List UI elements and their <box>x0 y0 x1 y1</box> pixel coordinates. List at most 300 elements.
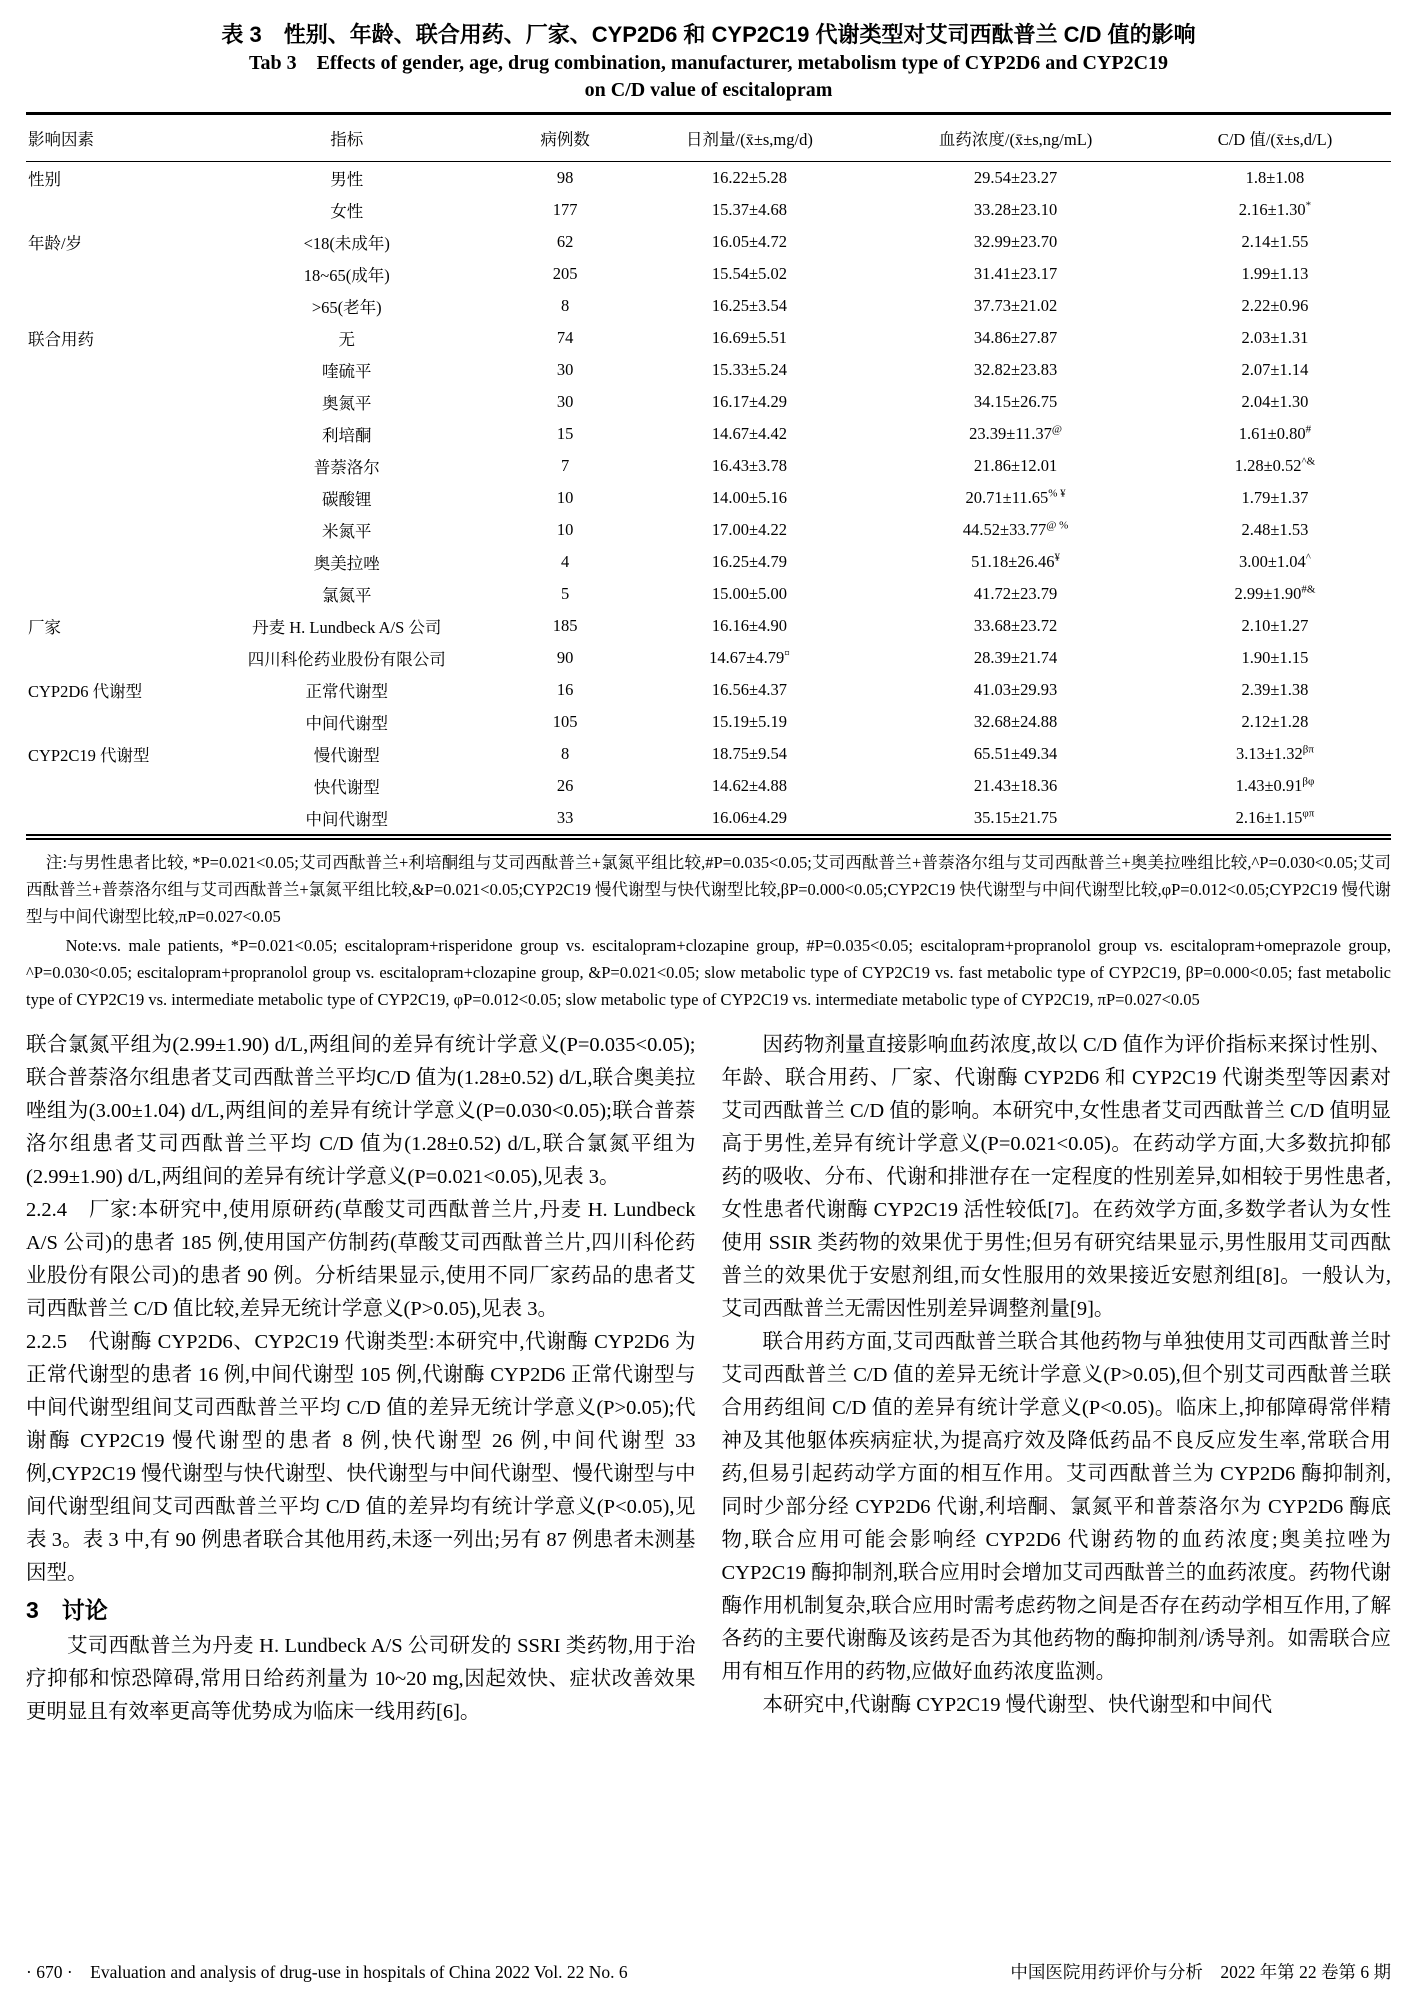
cases-cell-value: 7 <box>561 456 570 475</box>
factor-cell <box>26 642 190 674</box>
indicator-cell-value: 无 <box>338 330 356 349</box>
cd-value-cell-value: 1.79±1.37 <box>1241 488 1309 507</box>
daily-dose-cell-value: 16.22±5.28 <box>711 168 787 187</box>
cd-value-cell <box>1159 706 1391 738</box>
cases-cell-value: 10 <box>556 520 574 539</box>
factor-cell-value: CYP2C19 代谢型 <box>28 746 150 765</box>
blood-concentration-cell <box>872 674 1159 706</box>
table-title-zh: 表 3 性别、年龄、联合用药、厂家、CYP2D6 和 CYP2C19 代谢类型对艾司西酞普兰 C/D 值的影响 <box>221 22 1196 47</box>
cd-value-cell <box>1159 802 1391 837</box>
cd-value-cell-value: 1.61±0.80 <box>1238 424 1306 443</box>
factor-cell <box>26 674 190 706</box>
indicator-cell <box>190 514 504 546</box>
indicator-cell <box>190 610 504 642</box>
daily-dose-cell <box>627 738 873 770</box>
footer-journal-en: · 670 · Evaluation and analysis of drug-use in hospitals of China 2022 Vol. 22 No. 6 <box>26 1962 628 1982</box>
factor-cell <box>26 226 190 258</box>
daily-dose-cell-value: 16.17±4.29 <box>711 392 787 411</box>
table-body <box>26 162 1391 838</box>
indicator-cell-value: 丹麦 H. Lundbeck A/S 公司 <box>252 618 442 637</box>
cases-cell <box>504 610 627 642</box>
significance-marker: # <box>1305 423 1312 436</box>
column-header: 影响因素 <box>28 130 94 149</box>
cd-value-cell-value: 2.16±1.15 <box>1235 808 1303 827</box>
indicator-cell-value: 奥氮平 <box>322 394 372 413</box>
blood-concentration-cell <box>872 738 1159 770</box>
table-row <box>26 386 1391 418</box>
factor-cell <box>26 770 190 802</box>
indicator-cell-value: 18~65(成年) <box>303 266 390 285</box>
cd-value-cell-value: 2.48±1.53 <box>1241 520 1309 539</box>
page-footer <box>26 1959 1391 1984</box>
daily-dose-cell-value: 16.25±4.79 <box>711 552 787 571</box>
indicator-cell <box>190 386 504 418</box>
cases-cell <box>504 386 627 418</box>
blood-concentration-cell <box>872 322 1159 354</box>
blood-concentration-cell-value: 41.03±29.93 <box>973 680 1058 699</box>
table-title-en-line2: on C/D value of escitalopram <box>584 79 833 101</box>
indicator-cell-value: 男性 <box>330 170 364 189</box>
cd-value-cell-value: 2.22±0.96 <box>1241 296 1309 315</box>
blood-concentration-cell <box>872 290 1159 322</box>
cases-cell-value: 5 <box>561 584 570 603</box>
blood-concentration-cell-value: 32.82±23.83 <box>973 360 1058 379</box>
daily-dose-cell-value: 16.69±5.51 <box>711 328 787 347</box>
table-row <box>26 258 1391 290</box>
cd-value-cell-value: 2.16±1.30 <box>1238 200 1306 219</box>
cases-cell <box>504 258 627 290</box>
cd-value-cell-value: 2.39±1.38 <box>1241 680 1309 699</box>
indicator-cell-value: 快代谢型 <box>313 778 380 797</box>
indicator-cell <box>190 162 504 195</box>
factor-cell-value: CYP2D6 代谢型 <box>28 682 143 701</box>
cases-cell <box>504 674 627 706</box>
blood-concentration-cell-value: 34.86±27.87 <box>973 328 1058 347</box>
daily-dose-cell-value: 18.75±9.54 <box>711 744 787 763</box>
cases-cell-value: 62 <box>556 232 574 251</box>
cd-value-cell <box>1159 386 1391 418</box>
significance-marker: ^ <box>1305 551 1311 564</box>
factor-cell <box>26 386 190 418</box>
cases-cell-value: 15 <box>556 424 574 443</box>
cd-value-cell-value: 3.13±1.32 <box>1235 744 1303 763</box>
significance-marker: βπ <box>1302 743 1314 756</box>
blood-concentration-cell <box>872 546 1159 578</box>
table-row <box>26 674 1391 706</box>
factor-cell <box>26 258 190 290</box>
body-columns <box>26 1029 1391 1729</box>
significance-marker: ^& <box>1301 455 1316 468</box>
cases-cell <box>504 642 627 674</box>
daily-dose-cell <box>627 290 873 322</box>
cases-cell-value: 185 <box>552 616 578 635</box>
daily-dose-cell <box>627 546 873 578</box>
cd-value-cell <box>1159 354 1391 386</box>
indicator-cell-value: 米氮平 <box>322 522 372 541</box>
indicator-cell <box>190 450 504 482</box>
factor-cell-value: 厂家 <box>28 618 61 637</box>
cd-value-cell <box>1159 514 1391 546</box>
cases-cell <box>504 322 627 354</box>
cd-value-cell-value: 1.8±1.08 <box>1245 168 1305 187</box>
cases-cell <box>504 418 627 450</box>
factor-cell <box>26 706 190 738</box>
cases-cell <box>504 162 627 195</box>
cases-cell-value: 74 <box>556 328 574 347</box>
cases-cell <box>504 226 627 258</box>
table-notes <box>26 849 1391 1013</box>
body-paragraph: 本研究中,代谢酶 CYP2C19 慢代谢型、快代谢型和中间代 <box>762 1694 1273 1716</box>
column-header: C/D 值/(x̄±s,d/L) <box>1217 130 1333 149</box>
daily-dose-cell <box>627 418 873 450</box>
blood-concentration-cell <box>872 354 1159 386</box>
cases-cell-value: 16 <box>556 680 574 699</box>
indicator-cell-value: 中间代谢型 <box>305 810 389 829</box>
body-paragraph: 艾司西酞普兰为丹麦 H. Lundbeck A/S 公司研发的 SSRI 类药物,用于治疗抑郁和惊恐障碍,常用日给药剂量为 10~20 mg,因起效快、症状改善效果更明显且有效率更高等优势成为临床一线用药[6]。 <box>26 1635 696 1723</box>
cd-value-cell <box>1159 226 1391 258</box>
cd-value-cell <box>1159 578 1391 610</box>
blood-concentration-cell <box>872 514 1159 546</box>
cd-value-cell-value: 1.28±0.52 <box>1234 456 1302 475</box>
daily-dose-cell-value: 14.62±4.88 <box>711 776 787 795</box>
blood-concentration-cell-value: 31.41±23.17 <box>973 264 1058 283</box>
cases-cell-value: 8 <box>561 744 570 763</box>
table-row <box>26 290 1391 322</box>
cd-value-cell <box>1159 642 1391 674</box>
cd-value-cell-value: 3.00±1.04 <box>1238 552 1306 571</box>
cases-cell-value: 105 <box>552 712 578 731</box>
cases-cell-value: 26 <box>556 776 574 795</box>
indicator-cell <box>190 546 504 578</box>
table-row <box>26 226 1391 258</box>
blood-concentration-cell <box>872 162 1159 195</box>
table-row <box>26 578 1391 610</box>
cases-cell <box>504 546 627 578</box>
daily-dose-cell-value: 16.05±4.72 <box>711 232 787 251</box>
table-header-row <box>26 114 1391 162</box>
table-row <box>26 610 1391 642</box>
factor-cell <box>26 290 190 322</box>
cd-value-cell <box>1159 610 1391 642</box>
indicator-cell <box>190 482 504 514</box>
blood-concentration-cell-value: 44.52±33.77 <box>962 520 1047 539</box>
daily-dose-cell-value: 15.33±5.24 <box>711 360 787 379</box>
cd-value-cell <box>1159 162 1391 195</box>
body-paragraph: 2.2.4 厂家:本研究中,使用原研药(草酸艾司西酞普兰片,丹麦 H. Lundbeck A/S 公司)的患者 185 例,使用国产仿制药(草酸艾司西酞普兰片,四川科伦药业股份有限公司)的患者 90 例。分析结果显示,使用不同厂家药品的患者艾司西酞普兰 C/D 值比较,差异无统计学意义(P>0.05),见表 3。 <box>26 1199 696 1320</box>
table-row <box>26 738 1391 770</box>
blood-concentration-cell-value: 41.72±23.79 <box>973 584 1058 603</box>
indicator-cell-value: 正常代谢型 <box>305 682 389 701</box>
cd-value-cell <box>1159 322 1391 354</box>
cd-value-cell <box>1159 290 1391 322</box>
factor-cell <box>26 482 190 514</box>
blood-concentration-cell-value: 20.71±11.65 <box>965 488 1049 507</box>
indicator-cell-value: 碳酸锂 <box>322 490 372 509</box>
table-row <box>26 642 1391 674</box>
significance-marker: @ <box>1051 423 1062 436</box>
indicator-cell <box>190 642 504 674</box>
cd-value-cell-value: 2.12±1.28 <box>1241 712 1309 731</box>
factor-cell <box>26 450 190 482</box>
blood-concentration-cell-value: 32.99±23.70 <box>973 232 1058 251</box>
daily-dose-cell <box>627 194 873 226</box>
factor-cell <box>26 162 190 195</box>
column-right <box>722 1029 1392 1729</box>
daily-dose-cell <box>627 354 873 386</box>
factor-cell <box>26 322 190 354</box>
indicator-cell <box>190 706 504 738</box>
blood-concentration-cell-value: 21.86±12.01 <box>973 456 1058 475</box>
daily-dose-cell-value: 16.16±4.90 <box>711 616 787 635</box>
significance-marker: βφ <box>1302 775 1315 788</box>
daily-dose-cell-value: 14.67±4.79 <box>709 648 785 667</box>
blood-concentration-cell <box>872 482 1159 514</box>
indicator-cell-value: 中间代谢型 <box>305 714 389 733</box>
factor-cell <box>26 194 190 226</box>
cd-value-cell <box>1159 450 1391 482</box>
daily-dose-cell-value: 15.19±5.19 <box>711 712 787 731</box>
cd-value-cell-value: 2.04±1.30 <box>1241 392 1309 411</box>
column-header: 日剂量/(x̄±s,mg/d) <box>686 130 813 149</box>
cases-cell-value: 90 <box>556 648 574 667</box>
daily-dose-cell <box>627 258 873 290</box>
cd-value-cell-value: 2.14±1.55 <box>1241 232 1309 251</box>
blood-concentration-cell <box>872 194 1159 226</box>
cd-value-cell <box>1159 546 1391 578</box>
table-row <box>26 418 1391 450</box>
cd-value-cell <box>1159 194 1391 226</box>
indicator-cell <box>190 322 504 354</box>
daily-dose-cell <box>627 578 873 610</box>
cases-cell <box>504 290 627 322</box>
cases-cell-value: 30 <box>556 392 574 411</box>
indicator-cell-value: 喹硫平 <box>322 362 372 381</box>
table-title-en-line1: Tab 3 Effects of gender, age, drug combination, manufacturer, metabolism type of CYP2D6 and CYP2C19 <box>248 52 1169 74</box>
cd-value-cell-value: 1.99±1.13 <box>1241 264 1309 283</box>
column-header: 血药浓度/(x̄±s,ng/mL) <box>938 130 1093 149</box>
significance-marker: * <box>1305 199 1312 212</box>
blood-concentration-cell <box>872 578 1159 610</box>
indicator-cell <box>190 226 504 258</box>
indicator-cell-value: 氯氮平 <box>322 586 372 605</box>
indicator-cell-value: 奥美拉唑 <box>313 554 380 573</box>
effects-table <box>26 112 1391 840</box>
footer-journal-zh: 中国医院用药评价与分析 2022 年第 22 卷第 6 期 <box>1010 1962 1391 1982</box>
cd-value-cell-value: 2.99±1.90 <box>1234 584 1302 603</box>
daily-dose-cell-value: 14.00±5.16 <box>711 488 787 507</box>
indicator-cell <box>190 770 504 802</box>
significance-marker: ¤ <box>784 647 790 660</box>
cases-cell <box>504 354 627 386</box>
blood-concentration-cell-value: 51.18±26.46 <box>971 552 1055 571</box>
factor-cell <box>26 514 190 546</box>
cases-cell <box>504 194 627 226</box>
blood-concentration-cell-value: 29.54±23.27 <box>973 168 1058 187</box>
cd-value-cell <box>1159 482 1391 514</box>
blood-concentration-cell-value: 21.43±18.36 <box>973 776 1058 795</box>
table-row <box>26 706 1391 738</box>
daily-dose-cell-value: 16.25±3.54 <box>711 296 787 315</box>
blood-concentration-cell <box>872 226 1159 258</box>
section-heading: 3 讨论 <box>26 1597 108 1623</box>
cd-value-cell-value: 1.43±0.91 <box>1235 776 1303 795</box>
table-block <box>26 20 1391 1013</box>
table-row <box>26 514 1391 546</box>
daily-dose-cell <box>627 450 873 482</box>
blood-concentration-cell-value: 37.73±21.02 <box>973 296 1058 315</box>
cases-cell-value: 30 <box>556 360 574 379</box>
indicator-cell-value: 普萘洛尔 <box>313 458 380 477</box>
body-paragraph: 联合用药方面,艾司西酞普兰联合其他药物与单独使用艾司西酞普兰时艾司西酞普兰 C/D 值的差异无统计学意义(P>0.05),但个别艾司西酞普兰联合用药组间 C/D 值的差异有统计学意义(P<0.05)。临床上,抑郁障碍常伴精神及其他躯体疾病症状,为提高疗效及降低药品不良反应发生率,常联合用药,但易引起药动学方面的相互作用。艾司西酞普兰为 CYP2D6 酶抑制剂,同时少部分经 CYP2D6 代谢,利培酮、氯氮平和普萘洛尔为 CYP2D6 酶底物,联合应用可能会影响经 CYP2D6 代谢药物的血药浓度;奥美拉唑为 CYP2C19 酶抑制剂,联合应用时会增加艾司西酞普兰的血药浓度。药物代谢酶作用机制复杂,联合应用时需考虑药物之间是否存在药动学相互作用,了解各药的主要代谢酶及该药是否为其他药物的酶抑制剂/诱导剂。如需联合应用有相互作用的药物,应做好血药浓度监测。 <box>721 1331 1391 1683</box>
indicator-cell-value: <18(未成年) <box>303 234 390 253</box>
factor-cell-value: 联合用药 <box>28 330 94 349</box>
table-row <box>26 450 1391 482</box>
cd-value-cell <box>1159 770 1391 802</box>
blood-concentration-cell-value: 23.39±11.37 <box>969 424 1052 443</box>
cases-cell <box>504 802 627 837</box>
daily-dose-cell-value: 16.43±3.78 <box>711 456 787 475</box>
daily-dose-cell-value: 16.56±4.37 <box>711 680 787 699</box>
blood-concentration-cell <box>872 610 1159 642</box>
factor-cell <box>26 610 190 642</box>
blood-concentration-cell <box>872 642 1159 674</box>
indicator-cell <box>190 578 504 610</box>
daily-dose-cell-value: 15.54±5.02 <box>711 264 787 283</box>
cases-cell <box>504 482 627 514</box>
daily-dose-cell <box>627 706 873 738</box>
table-row <box>26 194 1391 226</box>
significance-marker: ¥ <box>1054 551 1060 564</box>
daily-dose-cell <box>627 482 873 514</box>
cd-value-cell <box>1159 674 1391 706</box>
daily-dose-cell-value: 14.67±4.42 <box>711 424 787 443</box>
indicator-cell <box>190 738 504 770</box>
cd-value-cell <box>1159 418 1391 450</box>
factor-cell-value: 性别 <box>28 170 61 189</box>
cd-value-cell-value: 2.03±1.31 <box>1241 328 1309 347</box>
table-note-en: Note:vs. male patients, *P=0.021<0.05; escitalopram+risperidone group vs. escitalopram+clozapine group, #P=0.035<0.05; escitalopram+propranolol group vs. escitalopram+omeprazole group, ^P=0.030<0.05; escitalopram+propranolol group vs. escitalopram+clozapine group, &P=0.021<0.05; slow metabolic type of CYP2C19 vs. fast metabolic type of CYP2C19, βP=0.000<0.05; fast metabolic type of CYP2C19 vs. intermediate metabolic type of CYP2C19, φP=0.012<0.05; slow metabolic type of CYP2C19 vs. intermediate metabolic type of CYP2C19, πP=0.027<0.05 <box>26 936 1391 1009</box>
daily-dose-cell-value: 17.00±4.22 <box>711 520 787 539</box>
cd-value-cell-value: 2.07±1.14 <box>1241 360 1309 379</box>
table-row <box>26 546 1391 578</box>
cases-cell-value: 4 <box>561 552 570 571</box>
factor-cell <box>26 802 190 837</box>
column-header: 指标 <box>330 130 364 149</box>
factor-cell-value: 年龄/岁 <box>28 234 83 253</box>
table-row <box>26 322 1391 354</box>
column-left <box>26 1029 696 1729</box>
cases-cell <box>504 514 627 546</box>
body-paragraph: 联合氯氮平组为(2.99±1.90) d/L,两组间的差异有统计学意义(P=0.035<0.05);联合普萘洛尔组患者艾司西酞普兰平均C/D 值为(1.28±0.52) d/L,联合奥美拉唑组为(3.00±1.04) d/L,两组间的差异有统计学意义(P=0.030<0.05);联合普萘洛尔组患者艾司西酞普兰平均 C/D 值为(1.28±0.52) d/L,联合氯氮平组为(2.99±1.90) d/L,两组间的差异有统计学意义(P=0.021<0.05),见表 3。 <box>26 1034 696 1188</box>
body-paragraph: 2.2.5 代谢酶 CYP2D6、CYP2C19 代谢类型:本研究中,代谢酶 CYP2D6 为正常代谢型的患者 16 例,中间代谢型 105 例,代谢酶 CYP2D6 正常代谢型与中间代谢型组间艾司西酞普兰平均 C/D 值的差异无统计学意义(P>0.05);代谢酶 CYP2C19 慢代谢型的患者 8 例,快代谢型 26 例,中间代谢型 33 例,CYP2C19 慢代谢型与快代谢型、快代谢型与中间代谢型、慢代谢型与中间代谢型组间艾司西酞普兰平均 C/D 值的差异均有统计学意义(P<0.05),见表 3。表 3 中,有 90 例患者联合其他用药,未逐一列出;另有 87 例患者未测基因型。 <box>26 1331 696 1584</box>
indicator-cell <box>190 802 504 837</box>
blood-concentration-cell <box>872 450 1159 482</box>
blood-concentration-cell <box>872 386 1159 418</box>
table-row <box>26 802 1391 837</box>
cases-cell <box>504 706 627 738</box>
blood-concentration-cell-value: 33.28±23.10 <box>973 200 1058 219</box>
cases-cell-value: 10 <box>556 488 574 507</box>
blood-concentration-cell-value: 34.15±26.75 <box>973 392 1058 411</box>
blood-concentration-cell-value: 28.39±21.74 <box>973 648 1058 667</box>
cd-value-cell <box>1159 738 1391 770</box>
table-note-zh: 注:与男性患者比较, *P=0.021<0.05;艾司西酞普兰+利培酮组与艾司西酞普兰+氯氮平组比较,#P=0.035<0.05;艾司西酞普兰+普萘洛尔组与艾司西酞普兰+奥美拉唑组比较,^P=0.030<0.05;艾司西酞普兰+普萘洛尔组与艾司西酞普兰+氯氮平组比较,&P=0.021<0.05;CYP2C19 慢代谢型与快代谢型比较,βP=0.000<0.05;CYP2C19 快代谢型与中间代谢型比较,φP=0.012<0.05;CYP2C19 慢代谢型与中间代谢型比较,πP=0.027<0.05 <box>26 853 1391 926</box>
blood-concentration-cell-value: 35.15±21.75 <box>973 808 1058 827</box>
blood-concentration-cell <box>872 802 1159 837</box>
indicator-cell-value: 四川科伦药业股份有限公司 <box>247 650 446 669</box>
daily-dose-cell <box>627 322 873 354</box>
blood-concentration-cell <box>872 770 1159 802</box>
significance-marker: @ % <box>1046 519 1069 532</box>
indicator-cell-value: >65(老年) <box>311 298 382 317</box>
cases-cell <box>504 738 627 770</box>
cd-value-cell-value: 1.90±1.15 <box>1241 648 1309 667</box>
indicator-cell <box>190 258 504 290</box>
cases-cell <box>504 770 627 802</box>
indicator-cell <box>190 354 504 386</box>
blood-concentration-cell <box>872 418 1159 450</box>
significance-marker: % ¥ <box>1048 487 1066 500</box>
body-paragraph: 因药物剂量直接影响血药浓度,故以 C/D 值作为评价指标来探讨性别、年龄、联合用药、厂家、代谢酶 CYP2D6 和 CYP2C19 代谢类型等因素对艾司西酞普兰 C/D 值的影响。本研究中,女性患者艾司西酞普兰 C/D 值明显高于男性,差异有统计学意义(P=0.021<0.05)。在药动学方面,大多数抗抑郁药的吸收、分布、代谢和排泄存在一定程度的性别差异,如相较于男性患者,女性患者代谢酶 CYP2C19 活性较低[7]。在药效学方面,多数学者认为女性使用 SSIR 类药物的效果优于男性;但另有研究结果显示,男性服用艾司西酞普兰的效果优于安慰剂组,而女性服用的效果接近安慰剂组[8]。一般认为,艾司西酞普兰无需因性别差异调整剂量[9]。 <box>721 1034 1391 1320</box>
daily-dose-cell <box>627 674 873 706</box>
factor-cell <box>26 578 190 610</box>
cases-cell <box>504 578 627 610</box>
table-head <box>26 114 1391 162</box>
cd-value-cell <box>1159 258 1391 290</box>
factor-cell <box>26 546 190 578</box>
table-row <box>26 162 1391 195</box>
table-row <box>26 482 1391 514</box>
blood-concentration-cell-value: 65.51±49.34 <box>973 744 1058 763</box>
daily-dose-cell <box>627 162 873 195</box>
column-header: 病例数 <box>540 130 590 149</box>
cases-cell-value: 33 <box>556 808 574 827</box>
significance-marker: #& <box>1301 583 1316 596</box>
factor-cell <box>26 738 190 770</box>
daily-dose-cell <box>627 226 873 258</box>
blood-concentration-cell-value: 32.68±24.88 <box>973 712 1058 731</box>
daily-dose-cell <box>627 802 873 837</box>
indicator-cell <box>190 418 504 450</box>
factor-cell <box>26 418 190 450</box>
significance-marker: φπ <box>1302 807 1315 820</box>
table-row <box>26 770 1391 802</box>
cd-value-cell-value: 2.10±1.27 <box>1241 616 1309 635</box>
daily-dose-cell-value: 15.00±5.00 <box>711 584 787 603</box>
indicator-cell-value: 慢代谢型 <box>313 746 380 765</box>
cases-cell-value: 205 <box>552 264 578 283</box>
indicator-cell <box>190 290 504 322</box>
daily-dose-cell-value: 16.06±4.29 <box>711 808 787 827</box>
daily-dose-cell <box>627 642 873 674</box>
daily-dose-cell-value: 15.37±4.68 <box>711 200 787 219</box>
indicator-cell <box>190 194 504 226</box>
indicator-cell-value: 利培酮 <box>322 426 372 445</box>
daily-dose-cell <box>627 610 873 642</box>
daily-dose-cell <box>627 386 873 418</box>
factor-cell <box>26 354 190 386</box>
table-row <box>26 354 1391 386</box>
cases-cell <box>504 450 627 482</box>
cases-cell-value: 8 <box>561 296 570 315</box>
indicator-cell <box>190 674 504 706</box>
indicator-cell-value: 女性 <box>330 202 364 221</box>
blood-concentration-cell <box>872 258 1159 290</box>
blood-concentration-cell-value: 33.68±23.72 <box>973 616 1058 635</box>
daily-dose-cell <box>627 514 873 546</box>
cases-cell-value: 177 <box>552 200 578 219</box>
cases-cell-value: 98 <box>556 168 574 187</box>
